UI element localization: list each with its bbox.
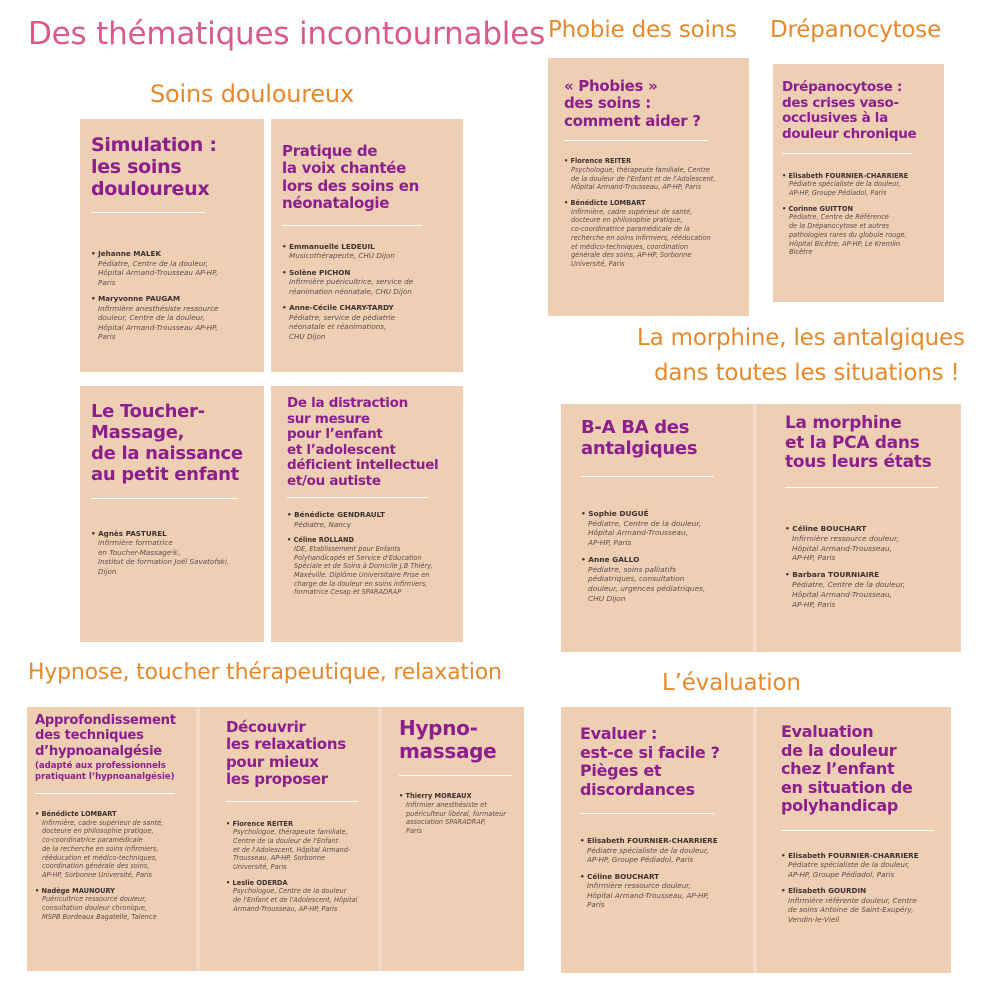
card-separator xyxy=(785,487,938,488)
speaker-role: Pédiatre, Centre de la douleur, Hôpital Armand-Trousseau, AP-HP, Paris xyxy=(792,579,906,609)
speaker-role: Infirmière anesthésiste ressource douleur, Centre de la douleur, Hôpital Armand-Trousseau AP-HP, Paris xyxy=(98,303,219,342)
speaker-role: Psychologue, thérapeute familiale, Centre de la douleur de l'Enfant et de l'Adolescent, Hôpital Armand-Trousseau, AP-HP, Paris xyxy=(571,165,716,192)
speaker-name: • Anne GALLO xyxy=(581,555,639,564)
card-simulation-soins-douloureux xyxy=(80,119,264,372)
speaker-role: Infirmière, cadre supérieur de santé, docteure en philosophie pratique, co-coordinatrice paramédicale de la recherche en soins infirmiers, rééducation et médico-techniques, coordination générale des soins, AP-HP, Sorbonne Université, Paris xyxy=(42,818,164,879)
speaker-role: infirmière formatrice en Toucher-Massage®, Institut de formation Joël Savatofski, Dijon xyxy=(98,538,230,576)
speaker-name: • Céline BOUCHART xyxy=(580,872,659,881)
speaker-role: Infirmier anesthésiste et puériculteur libéral, formateur association SPARADRAP, Paris xyxy=(406,801,506,836)
speaker xyxy=(580,836,743,865)
speaker xyxy=(35,887,194,922)
speaker xyxy=(399,792,522,836)
card-evaluation-polyhandicap xyxy=(757,707,951,973)
speaker xyxy=(287,510,459,529)
speaker-role: Pédiatre, Centre de la douleur, Hôpital Armand-Trousseau, AP-HP, Paris xyxy=(588,518,702,548)
speaker-role: Pédiatre, Centre de Référence de la Drépanocytose et autres pathologies rares du globule rouge, Hôpital Bicêtre, AP-HP, Le Kremlin Bicêtre xyxy=(789,213,907,257)
speaker-name: • Nadège MAUNOURY xyxy=(35,887,115,895)
speaker-name: • Thierry MOREAUX xyxy=(399,792,472,800)
card-title: Approfondissement des techniques d’hypnoanalgésie xyxy=(35,713,176,759)
speaker xyxy=(785,570,951,609)
speaker-role: Pédiatre, soins palliatifs pédiatriques, consultation douleur, urgences pédiatriques, CHU Dijon xyxy=(588,564,706,603)
speaker-role: Infirmière, cadre supérieur de santé, docteure en philosophie pratique, co-coordinatrice paramédicale de la recherche en soins infirmiers, rééducation et médico-techniques, coordination générale des soins, AP-HP, Sorbonne Université, Paris xyxy=(571,207,711,268)
speaker-role: Infirmière référente douleur, Centre de soins Antoine de Saint-Exupéry, Vendin-le-Vieil xyxy=(788,895,917,924)
card-separator xyxy=(282,225,422,226)
speaker xyxy=(564,157,739,192)
card-separator xyxy=(581,476,714,477)
speaker-name: • Elisabeth FOURNIER-CHARRIERE xyxy=(781,851,919,860)
speaker xyxy=(35,810,194,880)
speaker-name: • Emmanuelle LEDEUIL xyxy=(282,242,375,251)
speaker-role: Pédiatre, service de pédiatrie néonatale et réanimations, CHU Dijon xyxy=(289,312,395,341)
card-title: B-A BA des antalgiques xyxy=(581,417,698,459)
speaker-name: • Agnès PASTUREL xyxy=(91,529,167,538)
card-title: De la distraction sur mesure pour l’enfant et l’adolescent déficient intellectuel et/ou autiste xyxy=(287,395,439,489)
speaker-name: • Elisabeth FOURNIER-CHARRIERE xyxy=(580,836,718,845)
speaker-role: Infirmière ressource douleur, Hôpital Armand-Trousseau, AP-HP, Paris xyxy=(792,533,899,563)
card-separator xyxy=(564,140,708,141)
speaker xyxy=(785,524,951,563)
speaker xyxy=(781,851,947,880)
card-title: La morphine et la PCA dans tous leurs états xyxy=(785,413,932,473)
card-morphine-pca xyxy=(757,404,961,652)
speaker-role: Pédiatre, Nancy xyxy=(294,519,352,529)
speaker xyxy=(282,268,453,297)
speaker xyxy=(287,536,459,597)
card-separator xyxy=(91,498,238,499)
speaker-name: • Elisabeth FOURNIER-CHARRIERE xyxy=(782,172,908,180)
speaker-name: • Barbara TOURNIAIRE xyxy=(785,570,879,579)
card-separator xyxy=(781,830,934,831)
speaker-name: • Bénédicte GENDRAULT xyxy=(287,510,385,519)
speaker-name: • Leslie ODERDA xyxy=(226,879,288,887)
speaker-role: Pédiatre spécialiste de la douleur, AP-HP, Groupe Pédiadol, Paris xyxy=(788,860,910,879)
speaker xyxy=(781,886,947,924)
card-distraction-sur-mesure xyxy=(271,386,463,642)
card-separator xyxy=(399,775,512,776)
speaker xyxy=(91,249,254,287)
heading-drepanocytose: Drépanocytose xyxy=(770,17,942,43)
speaker xyxy=(564,199,739,269)
speaker-name: • Sophie DUGUÉ xyxy=(581,509,649,518)
speaker xyxy=(282,303,453,341)
speaker-role: Pédiatre, Centre de la douleur, Hôpital Armand-Trousseau AP-HP, Paris xyxy=(98,258,218,287)
heading-hypnose: Hypnose, toucher thérapeutique, relaxation xyxy=(28,660,502,685)
speaker xyxy=(91,294,254,342)
card-title: Le Toucher- Massage, de la naissance au petit enfant xyxy=(91,401,243,485)
card-title: Pratique de la voix chantée lors des soins en néonatalogie xyxy=(282,142,420,213)
speaker-role: Infirmière ressource douleur, Hôpital Armand-Trousseau, AP-HP, Paris xyxy=(587,881,709,910)
card-hypno-massage xyxy=(382,707,524,892)
card-voix-chantee xyxy=(271,119,463,372)
heading-morphine-line2: dans toutes les situations ! xyxy=(654,360,960,386)
card-separator xyxy=(226,801,358,802)
speaker-name: • Florence REITER xyxy=(564,157,631,165)
card-title: Drépanocytose : des crises vaso- occlusives à la douleur chronique xyxy=(782,79,917,142)
speaker-role: Musicothérapeute, CHU Dijon xyxy=(289,251,395,261)
speaker-name: • Jehanne MALEK xyxy=(91,249,161,258)
card-evaluer xyxy=(561,707,753,973)
heading-evaluation: L’évaluation xyxy=(662,670,801,696)
speaker-name: • Maryvonne PAUGAM xyxy=(91,294,180,303)
card-separator xyxy=(35,793,175,794)
card-ba-antalgiques xyxy=(561,404,753,652)
card-title: Evaluer : est-ce si facile ? Pièges et discordances xyxy=(580,724,720,799)
panel-divider xyxy=(80,372,463,386)
speaker xyxy=(782,205,940,257)
speaker xyxy=(226,879,376,914)
card-title: Simulation : les soins douloureux xyxy=(91,134,217,201)
heading-soins-douloureux: Soins douloureux xyxy=(150,80,354,108)
card-title: Découvrir les relaxations pour mieux les proposer xyxy=(226,718,346,789)
speaker-name: • Bénédicte LOMBART xyxy=(35,810,117,818)
card-separator xyxy=(287,497,428,498)
card-title: « Phobies » des soins : comment aider ? xyxy=(564,77,701,130)
speaker-role: Pédiatre spécialiste de la douleur, AP-HP, Groupe Pédiadol, Paris xyxy=(789,180,901,198)
speaker-name: • Florence REITER xyxy=(226,820,293,828)
speaker-name: • Céline ROLLAND xyxy=(287,536,354,544)
card-title: Evaluation de la douleur chez l’enfant en situation de polyhandicap xyxy=(781,722,913,816)
card-phobies-des-soins xyxy=(548,58,749,316)
card-subtitle: (adapté aux professionnels pratiquant l’hypnoanalgésie) xyxy=(35,760,175,782)
card-relaxations xyxy=(200,707,378,971)
speaker-name: • Anne-Cécile CHARY-TARDY xyxy=(282,303,394,312)
speaker-role: IDE, Etablissement pour Enfants Polyhandicapés et Service d'Education Spéciale et de Soins à Domicile J.B Thiéry, Maxéville. Diplôme Universitaire Prise en charge de la douleur en soins infirmiers, formatrice Cesap et SPARADRAP xyxy=(294,544,433,597)
card-toucher-massage xyxy=(80,386,264,642)
card-separator xyxy=(91,212,205,213)
speaker xyxy=(581,509,743,548)
speaker-role: Puéricultrice ressource douleur, consultation douleur chronique, MSPB Bordeaux Bagatelle, Talence xyxy=(42,895,157,921)
speaker xyxy=(282,242,453,261)
card-hypnoanalgesie xyxy=(27,707,196,971)
speaker xyxy=(226,820,376,872)
speaker-name: • Bénédicte LOMBART xyxy=(564,199,646,207)
speaker xyxy=(91,529,254,577)
card-separator xyxy=(782,153,912,154)
heading-morphine-line1: La morphine, les antalgiques xyxy=(637,325,965,351)
speaker-name: • Elisabeth GOURDIN xyxy=(781,886,866,895)
speaker-name: • Solène PICHON xyxy=(282,268,350,277)
speaker xyxy=(581,555,743,604)
heading-phobie-des-soins: Phobie des soins xyxy=(548,17,737,43)
card-separator xyxy=(580,813,714,814)
speaker xyxy=(782,172,940,198)
speaker-role: Psychologue, Centre de la douleur de l'Enfant et de l'Adolescent, Hôpital Armand-Trousseau, AP-HP, Paris xyxy=(233,887,358,913)
speaker-name: • Corinne GUITTON xyxy=(782,205,853,213)
speaker-name: • Céline BOUCHART xyxy=(785,524,866,533)
speaker xyxy=(580,872,743,910)
page-title: Des thématiques incontournables xyxy=(28,16,546,52)
card-title: Hypno- massage xyxy=(399,716,497,764)
card-drepanocytose xyxy=(773,64,944,302)
speaker-role: Pédiatre spécialiste de la douleur, AP-HP, Groupe Pédiadol, Paris xyxy=(587,845,709,865)
speaker-role: Psychologue, thérapeute familiale, Centre de la douleur de l'Enfant et de l'Adolescent, Hôpital Armand- Trousseau, AP-HP, Sorbonne Université, Paris xyxy=(233,828,351,872)
speaker-role: Infirmière puéricultrice, service de réanimation néonatale, CHU Dijon xyxy=(289,277,414,296)
